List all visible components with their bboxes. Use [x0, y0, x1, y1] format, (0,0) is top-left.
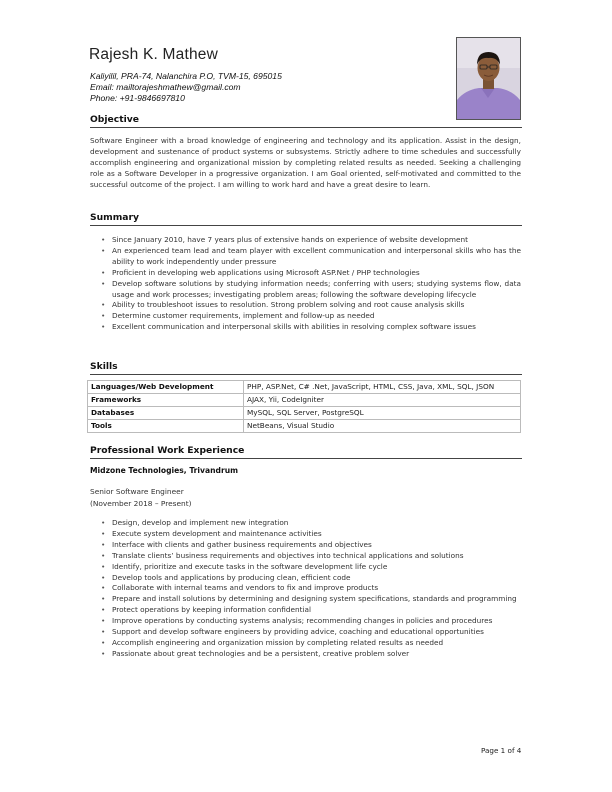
experience-divider: [90, 458, 522, 459]
list-item: • Passionate about great technologies and be a persistent, creative problem solver: [90, 649, 521, 660]
table-row: [88, 420, 521, 433]
summary-divider: [90, 225, 522, 226]
job-title: Senior Software Engineer: [90, 487, 184, 496]
profile-photo: [456, 37, 521, 120]
list-item: • An experienced team lead and team player with excellent communication and interpersonal skills who has the ability to work independently under pressure: [90, 246, 521, 268]
list-item: • Develop tools and applications by producing clean, efficient code: [90, 573, 521, 584]
table-row: [88, 381, 521, 394]
list-item: • Interface with clients and gather business requirements and objectives: [90, 540, 521, 551]
list-item: • Since January 2010, have 7 years plus of extensive hands on experience of website development: [90, 235, 521, 246]
objective-heading: Objective: [90, 114, 139, 125]
skill-category: Tools: [88, 420, 244, 433]
list-item: • Accomplish engineering and organization mission by completing related results as needed: [90, 638, 521, 649]
skill-values: NetBeans, Visual Studio: [244, 420, 521, 433]
portrait-image: [457, 38, 520, 119]
skills-divider: [90, 374, 522, 375]
experience-list: [90, 518, 521, 660]
list-item: • Develop software solutions by studying information needs; conferring with users; studying systems flow, data usage and work processes; investigating problem areas; following the software developing lifecycle: [90, 279, 521, 301]
skill-category: Frameworks: [88, 394, 244, 407]
address-line: Kaliyilil, PRA-74, Nalanchira P.O, TVM-15, 695015: [90, 71, 282, 81]
skills-heading: Skills: [90, 361, 118, 372]
skill-values: MySQL, SQL Server, PostgreSQL: [244, 407, 521, 420]
summary-list: [90, 235, 521, 333]
list-item: • Excellent communication and interpersonal skills with abilities in resolving complex software issues: [90, 322, 521, 333]
list-item: • Collaborate with internal teams and vendors to fix and improve products: [90, 583, 521, 594]
role-block: [90, 486, 192, 509]
list-item: • Proficient in developing web applications using Microsoft ASP.Net / PHP technologies: [90, 268, 521, 279]
candidate-name: Rajesh K. Mathew: [89, 46, 218, 63]
skill-category: Databases: [88, 407, 244, 420]
list-item: • Determine customer requirements, implement and follow-up as needed: [90, 311, 521, 322]
summary-heading: Summary: [90, 212, 140, 223]
list-item: • Identify, prioritize and execute tasks in the software development life cycle: [90, 562, 521, 573]
list-item: • Prepare and install solutions by determining and designing system specifications, standards and programming: [90, 594, 521, 605]
list-item: • Protect operations by keeping information confidential: [90, 605, 521, 616]
objective-text: Software Engineer with a broad knowledge of engineering and technology and its application. Assist in the design, development and sustenance of product systems or subsystems. Strictly adhere to time schedules and successfully accomplish engineering and organizational mission by completing related results as needed. Seeking a challenging role as a Software Developer in a progressive organization. I am Goal oriented, self-motivated and committed to the successful outcome of the project. I am willing to work hard and have a great desire to learn.: [90, 136, 521, 189]
list-item: • Ability to troubleshoot issues to resolution. Strong problem solving and root cause analysis skills: [90, 300, 521, 311]
list-item: • Design, develop and implement new integration: [90, 518, 521, 529]
list-item: • Support and develop software engineers by providing advice, coaching and educational opportunities: [90, 627, 521, 638]
company-name: Midzone Technologies, Trivandrum: [90, 466, 239, 475]
list-item: • Execute system development and maintenance activities: [90, 529, 521, 540]
table-row: [88, 407, 521, 420]
page-number: Page 1 of 4: [481, 746, 522, 755]
email-line: Email: mailtorajeshmathew@gmail.com: [90, 82, 241, 92]
list-item: • Improve operations by conducting systems analysis; recommending changes in policies and procedures: [90, 616, 521, 627]
contact-block: [90, 71, 282, 104]
phone-line: Phone: +91-9846697810: [90, 93, 185, 103]
list-item: • Translate clients’ business requirements and objectives into technical applications and solutions: [90, 551, 521, 562]
skill-category: Languages/Web Development: [88, 381, 244, 394]
skill-values: AJAX, Yii, CodeIgniter: [244, 394, 521, 407]
skill-values: PHP, ASP.Net, C# .Net, JavaScript, HTML, CSS, Java, XML, SQL, JSON: [244, 381, 521, 394]
objective-divider: [90, 127, 522, 128]
table-row: [88, 394, 521, 407]
job-period: (November 2018 – Present): [90, 498, 192, 508]
skills-table: [87, 380, 521, 433]
experience-heading: Professional Work Experience: [90, 445, 245, 456]
